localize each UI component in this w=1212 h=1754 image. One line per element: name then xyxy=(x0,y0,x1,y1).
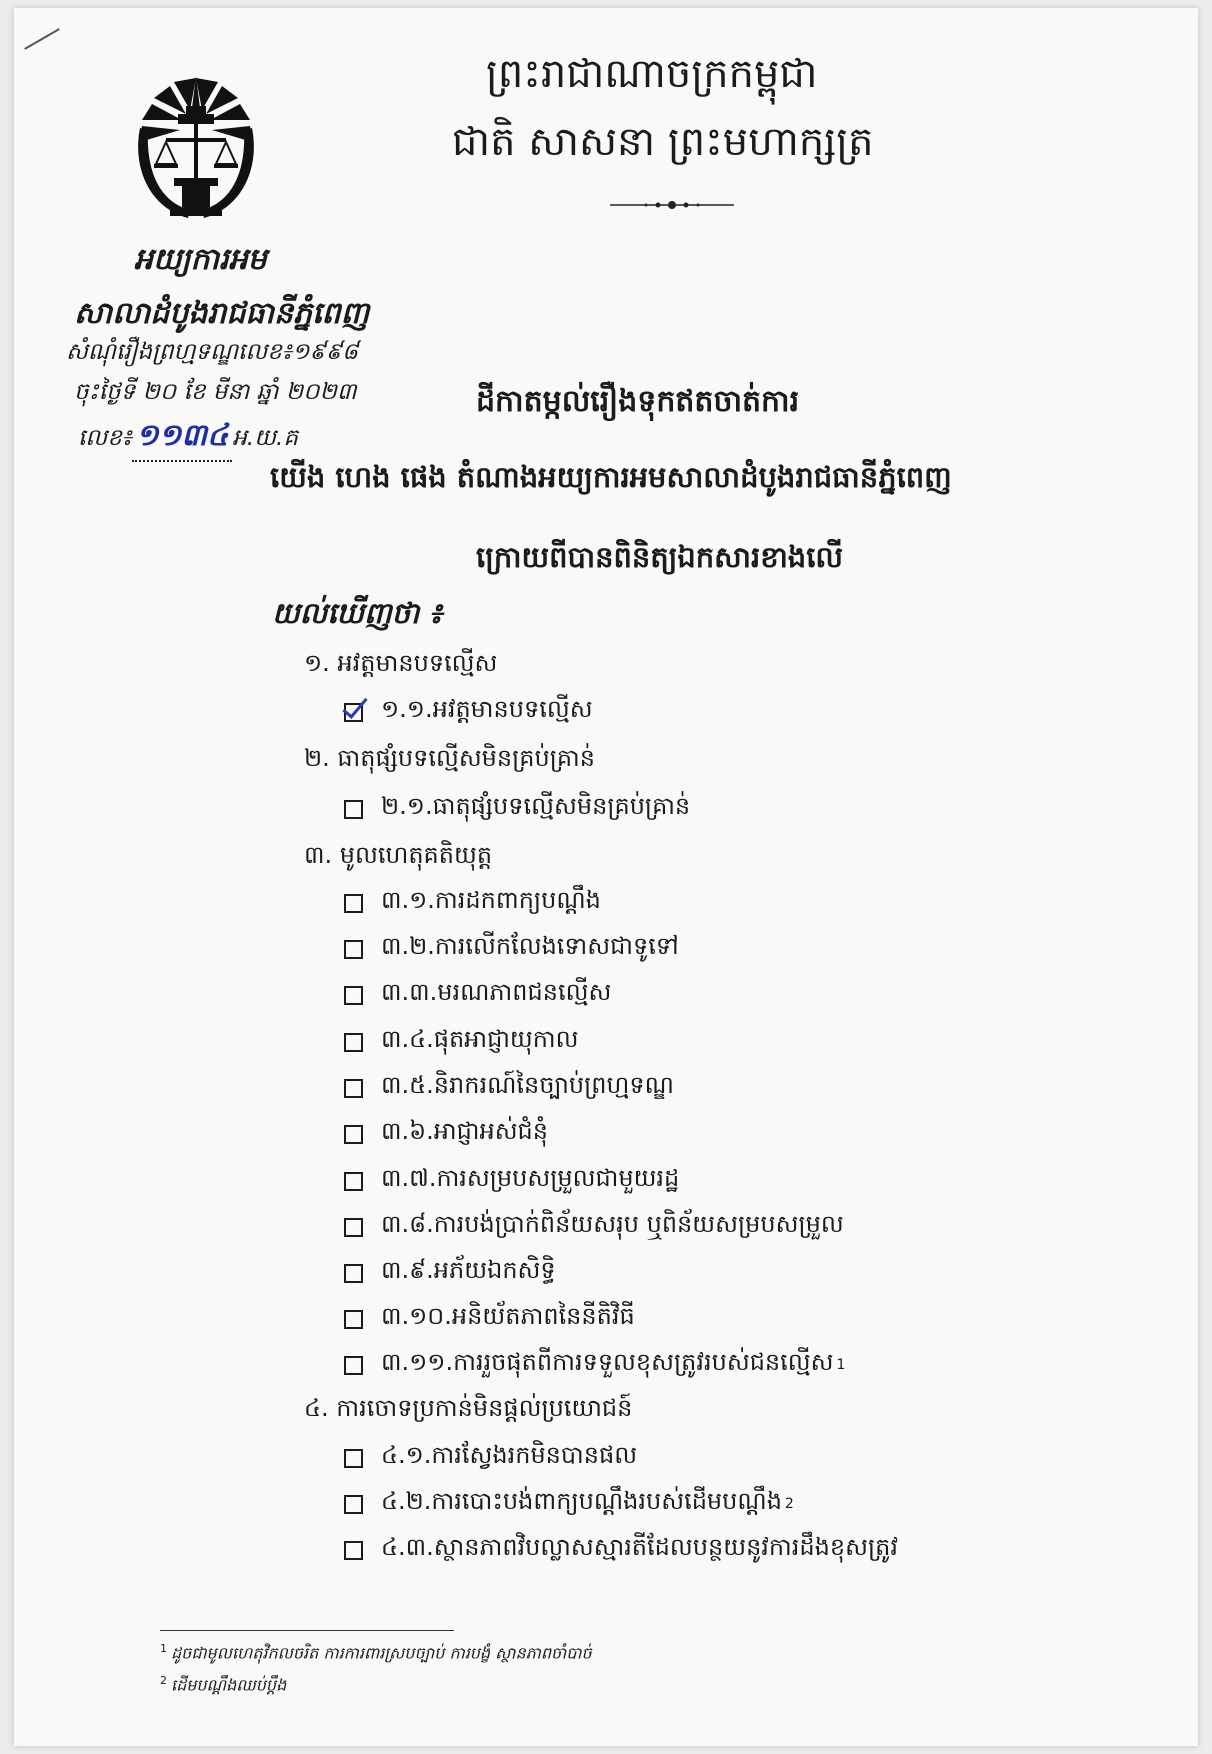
item-label: ៣. មូលហេតុគតិយុត្ត xyxy=(304,841,493,869)
checklist-item[interactable] xyxy=(344,1070,674,1105)
item-label: ១. អវត្តមានបទល្មើស xyxy=(304,649,498,677)
item-label: ៣.៥.និរាករណ៍នៃច្បាប់ព្រហ្មទណ្ឌ xyxy=(381,1071,674,1099)
section-heading xyxy=(304,840,492,875)
case-reference: សំណុំរឿងព្រហ្មទណ្ឌលេខ៖១៩៩៨ xyxy=(66,339,359,365)
checklist-item[interactable] xyxy=(344,1255,556,1290)
item-label: ៤. ការចោទប្រកាន់មិនផ្ដល់ប្រយោជន៍ xyxy=(304,1394,633,1422)
ornament-divider-icon xyxy=(610,198,734,212)
footnote-marker: 1 xyxy=(836,1356,846,1373)
item-label: ៤.១.ការស្វែងរកមិនបានផល xyxy=(381,1441,638,1469)
footnote-rule xyxy=(160,1630,454,1631)
checklist-item[interactable] xyxy=(344,791,690,826)
prosecutor-statement: យើង ហេង ផេង តំណាងអយ្យការអមសាលាដំបូងរាជធានីភ្នំពេញ xyxy=(270,460,952,494)
court-emblem-icon xyxy=(126,68,266,228)
checkbox[interactable] xyxy=(344,1218,363,1237)
item-label: ៣.៩.អភ័យឯកសិទ្ធិ xyxy=(381,1256,556,1284)
checkbox[interactable] xyxy=(344,940,363,959)
item-label: ៣.៤.ផុតអាជ្ញាយុកាល xyxy=(381,1025,579,1053)
document-page xyxy=(14,8,1198,1746)
number-suffix: អ.យ.គ xyxy=(232,425,298,451)
item-label: ៣.១០.អនិយ័តភាពនៃនីតិវិធី xyxy=(381,1302,635,1330)
checklist-item[interactable] xyxy=(344,694,593,729)
footnote-1: $^1$ ដូចជាមូលហេតុវិកលចរិត ការការពារស្របច្បាប់ ការបង្ខំ ស្ថានភាពចាំបាច់ xyxy=(160,1642,592,1663)
checklist-item[interactable] xyxy=(344,1440,637,1475)
section-heading xyxy=(304,743,595,778)
prosecutor-office-label: អយ្យការអម xyxy=(134,242,267,277)
checkbox[interactable] xyxy=(344,1310,363,1329)
item-label: ៣.១១.ការរួចផុតពីការទទួលខុសត្រូវរបស់ជនល្មើស xyxy=(381,1348,834,1376)
checklist-item[interactable] xyxy=(344,1486,794,1521)
document-title: ដីកាតម្កល់រឿងទុកឥតចាត់ការ xyxy=(476,384,800,419)
issue-date: ចុះថ្ងៃទី ២០ ខែ មីនា ឆ្នាំ ២០២៣ xyxy=(74,379,357,405)
checked-checkbox[interactable] xyxy=(344,703,363,722)
checkbox[interactable] xyxy=(344,1033,363,1052)
checklist-item[interactable] xyxy=(344,1209,844,1244)
checkbox[interactable] xyxy=(344,1172,363,1191)
item-label: ៣.២.ការលើកលែងទោសជាទូទៅ xyxy=(381,932,679,960)
checkbox[interactable] xyxy=(344,1495,363,1514)
section-heading xyxy=(304,648,497,683)
checkbox[interactable] xyxy=(344,1125,363,1144)
number-label: លេខ៖ xyxy=(78,425,132,451)
court-name-label: សាលាដំបូងរាជធានីភ្នំពេញ xyxy=(74,296,370,331)
section-heading xyxy=(304,1393,632,1428)
review-statement: ក្រោយពីបានពិនិត្យឯកសារខាងលើ xyxy=(476,540,844,574)
checklist-item[interactable] xyxy=(344,1163,679,1198)
checklist-item[interactable] xyxy=(344,1301,635,1336)
checklist-item[interactable] xyxy=(344,931,679,966)
handwritten-number: ១១៣៤ xyxy=(135,418,229,453)
item-label: ៣.៣.មរណភាពជនល្មើស xyxy=(381,978,612,1006)
item-label: ៤.៣.ស្ថានភាពវិបល្លាសស្មារតីដែលបន្ថយនូវការដឹងខុសត្រូវ xyxy=(381,1533,898,1561)
checkbox[interactable] xyxy=(344,1449,363,1468)
footnote-marker: 2 xyxy=(784,1495,794,1512)
staple-mark xyxy=(24,28,60,50)
checklist-item[interactable] xyxy=(344,1532,898,1567)
checkbox[interactable] xyxy=(344,800,363,819)
item-label: ៣.៧.ការសម្របសម្រួលជាមួយរដ្ឋ xyxy=(381,1164,680,1192)
checkbox[interactable] xyxy=(344,1356,363,1375)
item-label: ២.១.ធាតុផ្សំបទល្មើសមិនគ្រប់គ្រាន់ xyxy=(381,792,691,820)
checkbox[interactable] xyxy=(344,894,363,913)
item-label: ៣.១.ការដកពាក្យបណ្ដឹង xyxy=(381,886,601,914)
checklist-item[interactable] xyxy=(344,1116,548,1151)
kingdom-heading: ព្រះរាជាណាចក្រកម្ពុជា xyxy=(486,51,818,97)
footnote-2: $^2$ ដើមបណ្ដឹងឈប់ប្ដឹង xyxy=(160,1674,287,1695)
checkbox[interactable] xyxy=(344,986,363,1005)
checkbox[interactable] xyxy=(344,1541,363,1560)
finding-heading: យល់ឃើញថា ៖ xyxy=(272,596,443,630)
checklist-item[interactable] xyxy=(344,885,601,920)
item-label: ៣.៦.អាជ្ញាអស់ជំនុំ xyxy=(381,1117,549,1145)
item-label: ៤.២.ការបោះបង់ពាក្យបណ្ដឹងរបស់ដើមបណ្ដឹង xyxy=(381,1487,782,1515)
item-label: ២. ធាតុផ្សំបទល្មើសមិនគ្រប់គ្រាន់ xyxy=(304,744,595,772)
checkbox[interactable] xyxy=(344,1079,363,1098)
item-label: ១.១.អវត្តមានបទល្មើស xyxy=(381,695,593,723)
checkbox[interactable] xyxy=(344,1264,363,1283)
item-label: ៣.៨.ការបង់ប្រាក់ពិន័យសរុប ឬពិន័យសម្របសម្រួល xyxy=(381,1210,844,1238)
checklist-item[interactable] xyxy=(344,1347,845,1382)
checklist-item[interactable] xyxy=(344,1024,578,1059)
checklist-item[interactable] xyxy=(344,977,611,1012)
national-motto: ជាតិ សាសនា ព្រះមហាក្សត្រ xyxy=(452,119,874,165)
document-number xyxy=(78,416,298,462)
